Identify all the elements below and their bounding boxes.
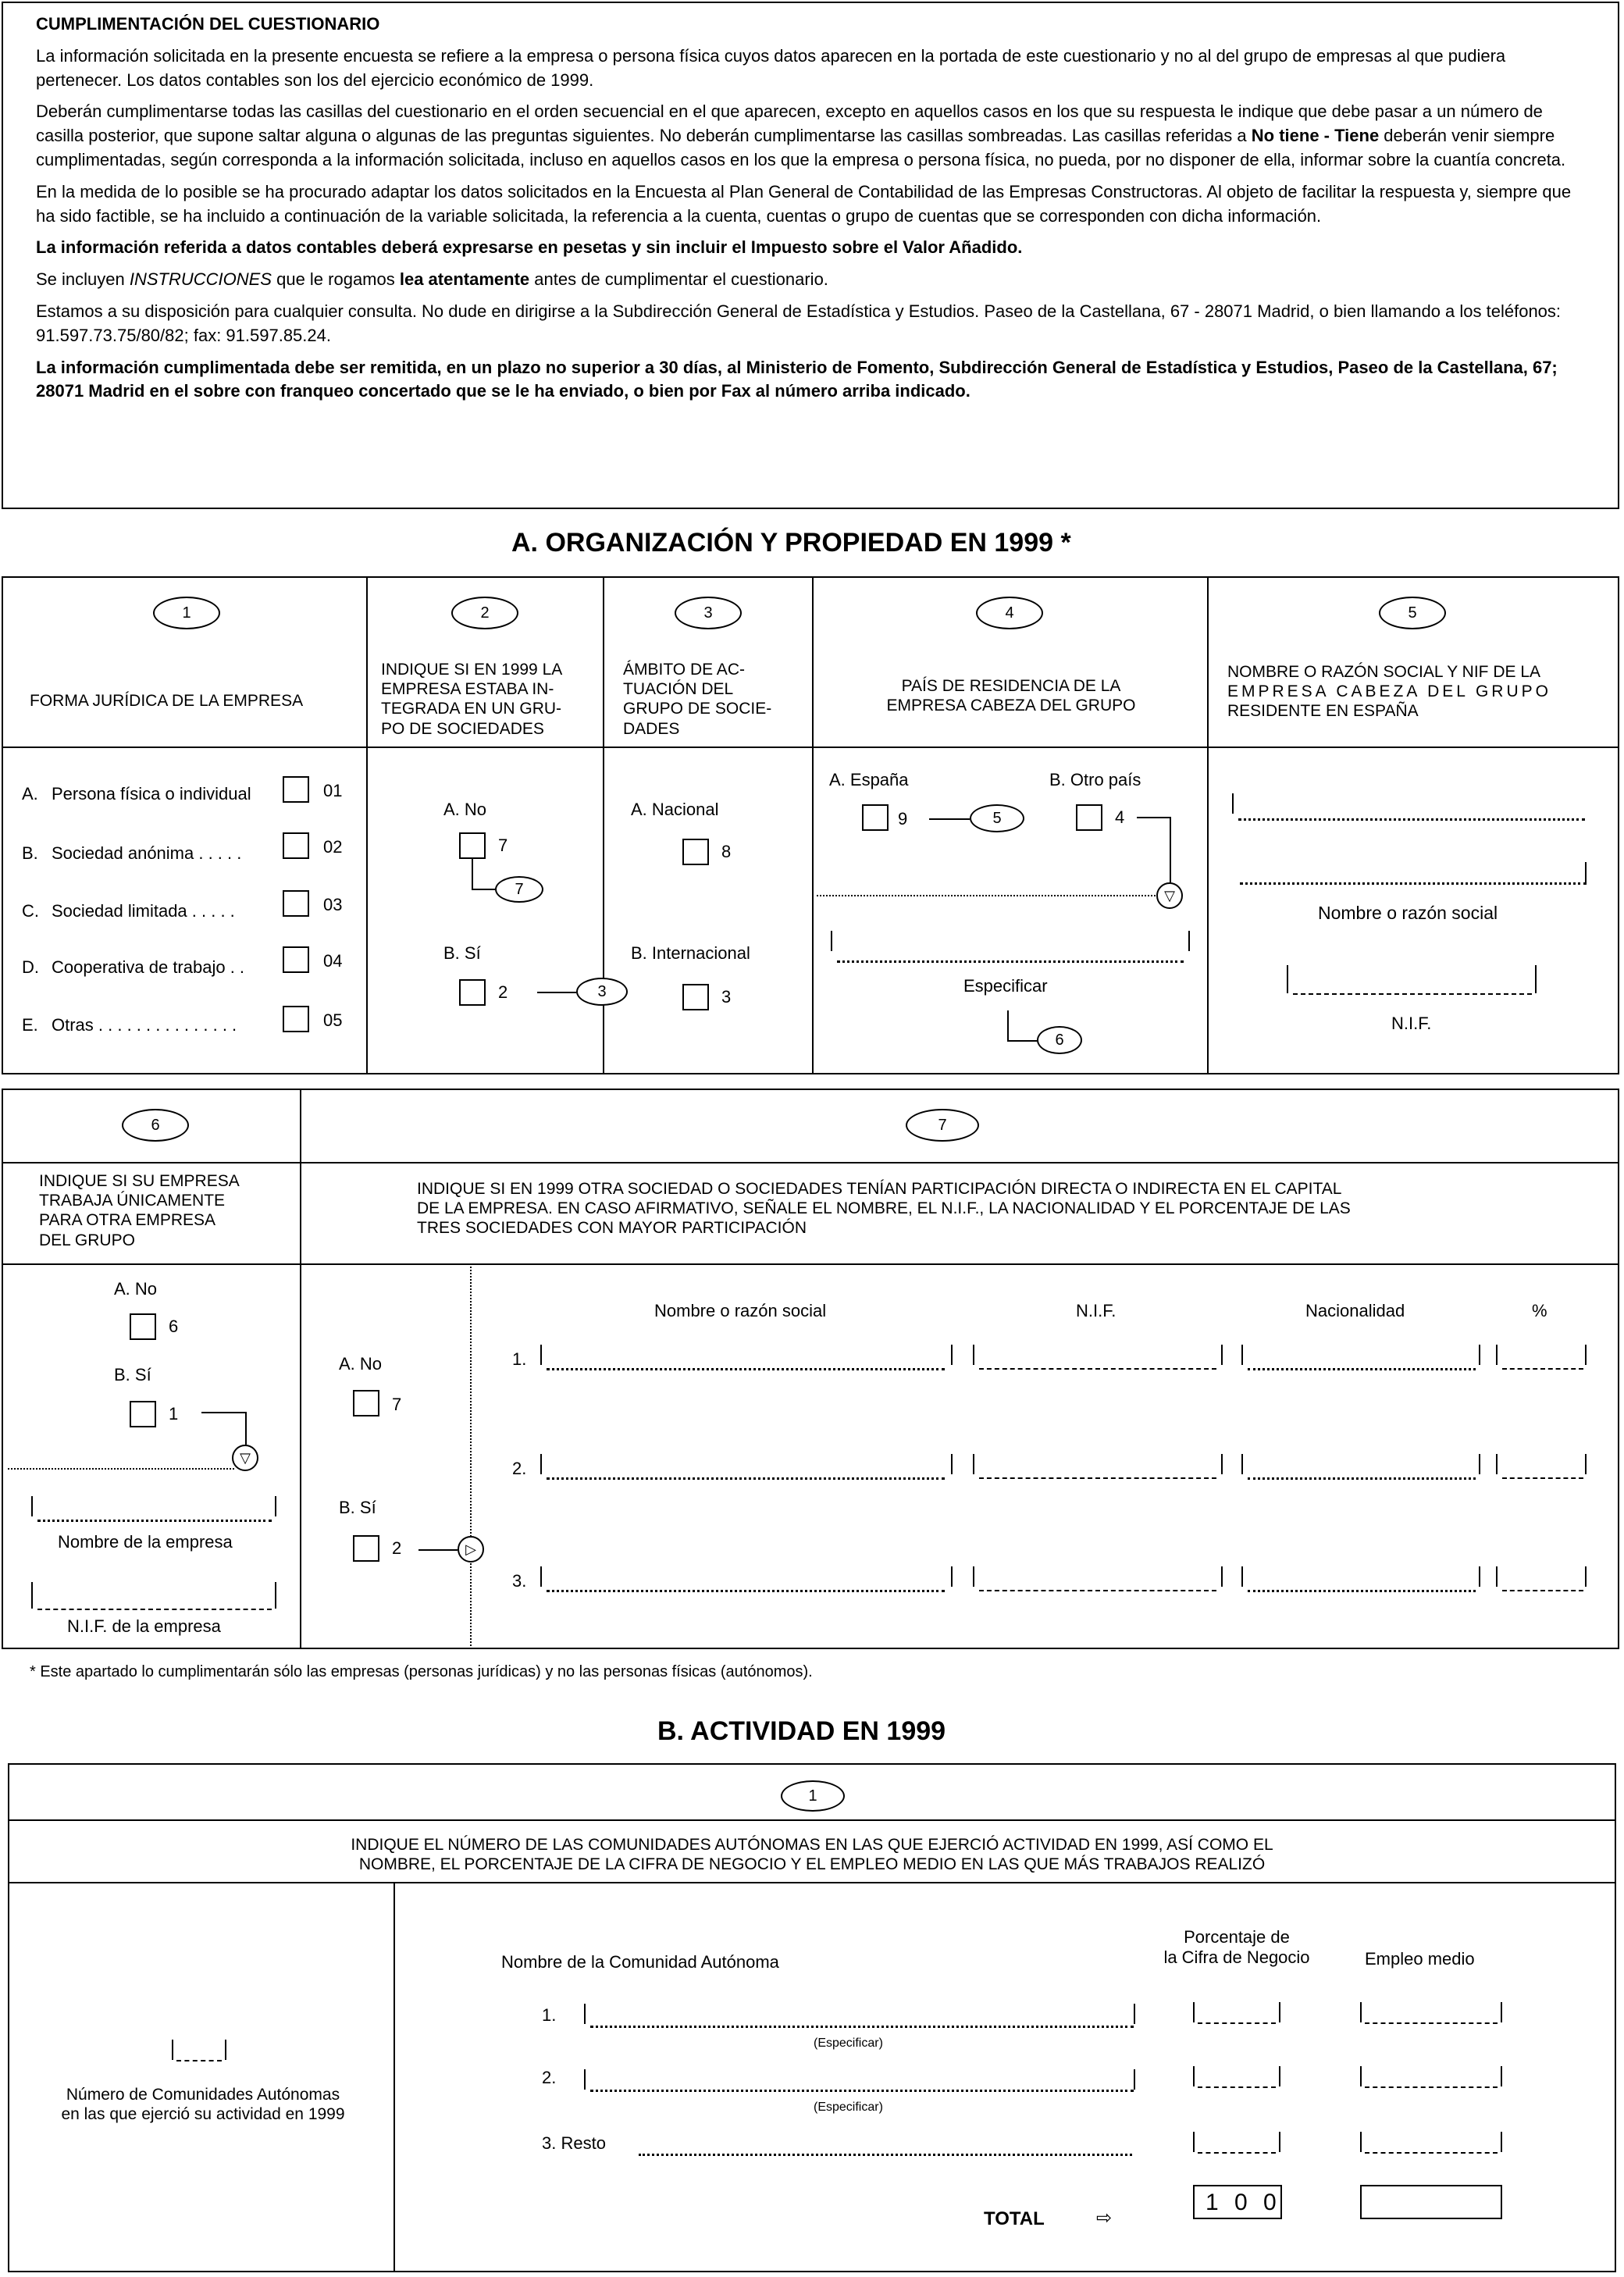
col3-option-a-label: A. Nacional bbox=[631, 800, 719, 819]
col1-header: FORMA JURÍDICA DE LA EMPRESA bbox=[30, 692, 304, 710]
row2-nif-tick-l bbox=[973, 1454, 974, 1474]
col-porcentaje-line-2: la Cifra de Negocio bbox=[1163, 1947, 1310, 1968]
row1-nationality-field[interactable] bbox=[1248, 1368, 1476, 1370]
row1-nif-field[interactable] bbox=[979, 1368, 1216, 1370]
col2-header-line-2: EMPRESA ESTABA IN- bbox=[381, 680, 554, 699]
section-b-left-label bbox=[31, 2085, 375, 2124]
region-row2-emp-tick-l bbox=[1360, 2066, 1362, 2086]
col6-nif-right-tick bbox=[275, 1582, 276, 1609]
col6-header-line-2: TRABAJA ÚNICAMENTE bbox=[39, 1192, 226, 1210]
row1-name-field[interactable] bbox=[547, 1368, 945, 1370]
col6-nif-field bbox=[37, 1609, 272, 1610]
row2-name-tick-r bbox=[951, 1454, 953, 1474]
region-row1-pct-tick-r bbox=[1279, 2002, 1280, 2022]
region-row-1-number: 1. bbox=[542, 2005, 557, 2025]
col5-header-line-1: NOMBRE O RAZÓN SOCIAL Y NIF DE LA bbox=[1227, 663, 1541, 681]
question-number-6: 6 bbox=[122, 1109, 189, 1142]
row1-nif-tick-r bbox=[1221, 1345, 1223, 1365]
col2-option-a-label: A. No bbox=[443, 800, 487, 819]
col1-option-e-label: Otras . . . . . . . . . . . . . . . bbox=[52, 1015, 237, 1035]
checkbox-participacion-no[interactable] bbox=[353, 1390, 379, 1416]
question-number-5: 5 bbox=[1379, 597, 1446, 629]
col4-arrow-b-h bbox=[1137, 817, 1170, 818]
intro-p5-a: Se incluyen bbox=[36, 269, 130, 290]
col3-option-a-code: 8 bbox=[721, 842, 732, 861]
col4-arrow-a-h bbox=[929, 818, 970, 820]
row2-name-tick-l bbox=[540, 1454, 542, 1474]
col7-col-name: Nombre o razón social bbox=[654, 1301, 827, 1320]
col6-header bbox=[39, 1171, 273, 1250]
checkbox-nacional[interactable] bbox=[682, 839, 709, 865]
intro-p2-a: Deberán cumplimentarse todas las casillas del cuestionario en el orden secuencial en el que aparecen, excepto en aquellos casos en los que su respuesta le indique que debe pasar a un número de casilla posterior, que supone saltar alguna o algunas de las preguntas siguientes. No deberán cumplimentarse las casillas sombreadas. Las casillas referidas a bbox=[36, 102, 1543, 146]
checkbox-participacion-si[interactable] bbox=[353, 1535, 379, 1562]
col4-field-right-tick bbox=[1188, 931, 1190, 951]
intro-text bbox=[36, 12, 1580, 404]
row3-pct-tick-r bbox=[1585, 1566, 1587, 1587]
region-row3-emp-tick-l bbox=[1360, 2132, 1362, 2152]
col1-option-a-label: Persona física o individual bbox=[52, 784, 251, 804]
region-row-2-number: 2. bbox=[542, 2068, 557, 2087]
col6-option-a-label: A. No bbox=[114, 1279, 158, 1299]
col6-name-label: Nombre de la empresa bbox=[58, 1532, 233, 1552]
table1-col-divider-4 bbox=[1207, 576, 1209, 1074]
col1-option-c-code: 03 bbox=[323, 895, 343, 914]
row3-nat-tick-r bbox=[1479, 1566, 1480, 1587]
col6-option-b-code: 1 bbox=[169, 1404, 179, 1424]
col1-option-b-code: 02 bbox=[323, 837, 343, 857]
section-a-table-1 bbox=[2, 576, 1619, 1074]
table1-header-divider bbox=[2, 747, 1619, 748]
col5-header-line-2: EMPRESA CABEZA DEL GRUPO bbox=[1227, 682, 1551, 701]
region-row2-tick-r bbox=[1134, 2069, 1135, 2090]
col7-header-line-1: INDIQUE SI EN 1999 OTRA SOCIEDAD O SOCIEDADES TENÍAN PARTICIPACIÓN DIRECTA O INDIRECTA EN EL CAPITAL bbox=[417, 1180, 1342, 1198]
col1-option-e-code: 05 bbox=[323, 1010, 343, 1030]
region-row3-pct-tick-l bbox=[1193, 2132, 1195, 2152]
intro-p5-c: antes de cumplimentar el cuestionario. bbox=[529, 269, 828, 290]
col2-header-line-1: INDIQUE SI EN 1999 LA bbox=[381, 661, 563, 679]
col-porcentaje bbox=[1143, 1927, 1330, 1969]
region-row-1-pct-field[interactable] bbox=[1198, 2022, 1276, 2024]
goto-6-oval: 6 bbox=[1037, 1026, 1082, 1054]
row3-pct-field[interactable] bbox=[1502, 1590, 1583, 1591]
col3-header-line-1: ÁMBITO DE AC- bbox=[623, 661, 745, 679]
region-row2-pct-tick-r bbox=[1279, 2066, 1280, 2086]
goto-7-oval: 7 bbox=[495, 876, 543, 903]
row2-pct-field[interactable] bbox=[1502, 1477, 1583, 1479]
checkbox-sociedad-limitada[interactable] bbox=[283, 890, 309, 917]
arrow-right-icon: ⇨ bbox=[1096, 2208, 1113, 2229]
question-number-2: 2 bbox=[451, 597, 518, 629]
row-number: 2. bbox=[512, 1459, 527, 1478]
col1-option-c-letter: C. bbox=[22, 901, 39, 921]
section-b-title: B. ACTIVIDAD EN 1999 bbox=[657, 1716, 946, 1746]
section-b-left-label-line-1: Número de Comunidades Autónomas bbox=[66, 2086, 340, 2104]
col3-option-b-label: B. Internacional bbox=[631, 943, 750, 963]
col5-nif-left-tick bbox=[1287, 965, 1288, 993]
col4-option-b-label: B. Otro país bbox=[1049, 770, 1141, 789]
question-number-4: 4 bbox=[976, 597, 1043, 629]
total-emp-dash bbox=[1368, 2218, 1494, 2219]
col4-header-line-1: PAÍS DE RESIDENCIA DE LA bbox=[901, 677, 1121, 695]
intro-p2 bbox=[36, 100, 1580, 172]
col7-option-a-code: 7 bbox=[392, 1395, 402, 1414]
checkbox-unica-no[interactable] bbox=[130, 1313, 156, 1340]
row2-nat-tick-r bbox=[1479, 1454, 1480, 1474]
row2-nat-tick-l bbox=[1241, 1454, 1243, 1474]
row-number: 1. bbox=[512, 1349, 527, 1369]
col4-arrow-b-v bbox=[1170, 817, 1171, 882]
row2-name-field[interactable] bbox=[547, 1477, 945, 1480]
col5-header bbox=[1227, 662, 1588, 722]
section-b-header-line-2: NOMBRE, EL PORCENTAJE DE LA CIFRA DE NEGOCIO Y EL EMPLEO MEDIO EN LAS QUE MÁS TRABAJOS REALIZÓ bbox=[358, 1855, 1266, 1874]
col3-header-line-4: DADES bbox=[623, 719, 680, 738]
region-row1-pct-tick-l bbox=[1193, 2002, 1195, 2022]
col3-header bbox=[623, 660, 771, 739]
section-b-header-divider bbox=[8, 1882, 1616, 1883]
intro-p2-b: deberán venir siempre cumplimentadas, según corresponda a la información solicitada, incluso en aquellos casos en los que la empresa o persona física, no pueda, por no disponer de ella, informar sobre la cuantía concreta. bbox=[36, 126, 1566, 169]
question-number-3: 3 bbox=[675, 597, 742, 629]
row1-name-tick-l bbox=[540, 1345, 542, 1365]
region-row-3-leader bbox=[639, 2154, 1132, 2156]
col5-nif-right-tick bbox=[1535, 965, 1537, 993]
arrow-right-icon: ▷ bbox=[458, 1536, 484, 1563]
col1-option-d-letter: D. bbox=[22, 957, 39, 977]
region-row-1-name-field[interactable] bbox=[590, 2026, 1134, 2028]
num-ca-tick-r bbox=[225, 2040, 226, 2060]
table2-header-divider bbox=[2, 1263, 1619, 1265]
row2-nif-field[interactable] bbox=[979, 1477, 1216, 1479]
row3-name-tick-l bbox=[540, 1566, 542, 1587]
table2-inner-dotted-divider bbox=[470, 1263, 472, 1649]
col1-option-b-label: Sociedad anónima . . . . . bbox=[52, 843, 242, 863]
row1-nat-tick-r bbox=[1479, 1345, 1480, 1365]
col-comunidad-name: Nombre de la Comunidad Autónoma bbox=[501, 1952, 779, 1972]
region-row-2-emp-field[interactable] bbox=[1365, 2086, 1498, 2088]
col7-arrow-h bbox=[418, 1549, 458, 1551]
intro-p1: La información solicitada en la presente encuesta se refiere a la empresa o persona física cuyos datos aparecen en la portada de este cuestionario y no al del grupo de empresas al que pudiera pertenecer. Los datos contables son los del ejercicio económico de 1999. bbox=[36, 45, 1506, 90]
intro-p6: Estamos a su disposición para cualquier consulta. No dude en dirigirse a la Subdirección General de Estadística y Estudios. Paseo de la Castellana, 67 - 28071 Madrid, o bien llamando a los teléfonos: 91.597.73.75/80/82; fax: 91.597.85.24. bbox=[36, 301, 1562, 345]
col6-name-left-tick bbox=[31, 1496, 33, 1516]
col6-nif-left-tick bbox=[31, 1582, 33, 1609]
col4-option-b-code: 4 bbox=[1115, 807, 1125, 827]
col1-option-a-letter: A. bbox=[22, 784, 38, 804]
intro-p4: La información referida a datos contables deberá expresarse en pesetas y sin incluir el Impuesto sobre el Valor Añadido. bbox=[36, 237, 1023, 258]
col5-name-field-1 bbox=[1238, 818, 1585, 821]
table2-num-divider bbox=[2, 1162, 1619, 1163]
col2-arrow-b-h bbox=[537, 992, 576, 993]
region-row-3-label: 3. Resto bbox=[542, 2133, 606, 2153]
region-row-3-pct-field[interactable] bbox=[1198, 2152, 1276, 2154]
col6-header-line-4: DEL GRUPO bbox=[39, 1231, 135, 1249]
row3-pct-tick-l bbox=[1496, 1566, 1498, 1587]
region-row1-emp-tick-l bbox=[1360, 2002, 1362, 2022]
checkbox-unica-si[interactable] bbox=[130, 1401, 156, 1427]
col6-option-a-code: 6 bbox=[169, 1317, 179, 1336]
section-b-num-divider bbox=[8, 1819, 1616, 1821]
col5-name-label: Nombre o razón social bbox=[1318, 903, 1498, 923]
col2-option-b-code: 2 bbox=[498, 982, 508, 1002]
col-empleo-medio: Empleo medio bbox=[1365, 1949, 1475, 1969]
col1-option-d-code: 04 bbox=[323, 951, 343, 971]
question-number-7: 7 bbox=[906, 1109, 979, 1142]
col6-arrow-v bbox=[245, 1412, 247, 1445]
region-row3-emp-tick-r bbox=[1501, 2132, 1502, 2152]
intro-heading: CUMPLIMENTACIÓN DEL CUESTIONARIO bbox=[36, 14, 380, 34]
col7-col-pct: % bbox=[1532, 1301, 1547, 1320]
col7-col-nif: N.I.F. bbox=[1076, 1301, 1116, 1320]
row3-nif-tick-l bbox=[973, 1566, 974, 1587]
col2-option-b-label: B. Sí bbox=[443, 943, 481, 963]
col6-name-field bbox=[37, 1520, 272, 1522]
question-number-1: 1 bbox=[153, 597, 220, 629]
region-row-2-name-field[interactable] bbox=[590, 2090, 1134, 2092]
goto-5-oval: 5 bbox=[970, 804, 1024, 832]
total-label: TOTAL bbox=[984, 2208, 1045, 2229]
row2-nationality-field[interactable] bbox=[1248, 1477, 1476, 1480]
checkbox-cooperativa[interactable] bbox=[283, 946, 309, 973]
col5-nif-label: N.I.F. bbox=[1391, 1014, 1432, 1033]
col5-name-line2-tick bbox=[1585, 862, 1587, 882]
num-ca-tick-l bbox=[172, 2040, 173, 2060]
table2-col-divider bbox=[300, 1089, 301, 1649]
col-porcentaje-line-1: Porcentaje de bbox=[1184, 1927, 1290, 1947]
col2-header bbox=[381, 660, 562, 739]
intro-p7: La información cumplimentada debe ser remitida, en un plazo no superior a 30 días, al Ministerio de Fomento, Subdirección General de Estadística y Estudios, Paseo de la Castellana, 67; 28071 Madrid en el sobre con franqueo concertado que se le ha enviado, o bien por Fax al número arriba indicado. bbox=[36, 357, 1558, 401]
row3-name-field[interactable] bbox=[547, 1590, 945, 1592]
total-emp-box[interactable] bbox=[1360, 2185, 1502, 2219]
row2-pct-tick-l bbox=[1496, 1454, 1498, 1474]
row3-nationality-field[interactable] bbox=[1248, 1590, 1476, 1592]
region-row2-tick-l bbox=[584, 2069, 586, 2090]
col4-arrow-c-h bbox=[1007, 1040, 1037, 1042]
total-pct-value: 1 0 0 bbox=[1206, 2190, 1281, 2215]
region-row-2-pct-field[interactable] bbox=[1198, 2086, 1276, 2088]
section-b-left-label-line-2: en las que ejerció su actividad en 1999 bbox=[61, 2105, 345, 2124]
num-comunidades-field[interactable] bbox=[176, 2060, 222, 2061]
col6-option-b-label: B. Sí bbox=[114, 1365, 151, 1384]
region-row-3-emp-field[interactable] bbox=[1365, 2152, 1498, 2154]
intro-p5-bold: lea atentamente bbox=[399, 269, 530, 290]
col1-option-b-letter: B. bbox=[22, 843, 38, 863]
row3-nif-field[interactable] bbox=[979, 1590, 1216, 1591]
section-a-title: A. ORGANIZACIÓN Y PROPIEDAD EN 1999 * bbox=[511, 528, 1071, 558]
col3-option-b-code: 3 bbox=[721, 987, 732, 1007]
region-row1-tick-r bbox=[1134, 2004, 1135, 2024]
arrow-down-icon: ▽ bbox=[1156, 882, 1183, 909]
region-row3-pct-tick-r bbox=[1279, 2132, 1280, 2152]
row1-nif-tick-l bbox=[973, 1345, 974, 1365]
col1-option-e-letter: E. bbox=[22, 1015, 38, 1035]
col2-arrow-a-h bbox=[472, 889, 495, 890]
region-row1-tick-l bbox=[584, 2004, 586, 2024]
col4-dotted-divider bbox=[817, 895, 1156, 896]
checkbox-internacional[interactable] bbox=[682, 984, 709, 1010]
col4-arrow-c-v bbox=[1007, 1010, 1009, 1040]
goto-3-oval: 3 bbox=[576, 978, 628, 1006]
col4-header-line-2: EMPRESA CABEZA DEL GRUPO bbox=[886, 697, 1136, 715]
region-row-1-emp-field[interactable] bbox=[1365, 2022, 1498, 2024]
section-b-col-divider bbox=[394, 1882, 395, 2272]
col1-option-a-code: 01 bbox=[323, 781, 343, 800]
row1-pct-field[interactable] bbox=[1502, 1368, 1583, 1370]
intro-p5-it: INSTRUCCIONES bbox=[129, 269, 272, 290]
row3-nat-tick-l bbox=[1241, 1566, 1243, 1587]
checkbox-persona-fisica[interactable] bbox=[283, 776, 309, 803]
checkbox-otras[interactable] bbox=[283, 1006, 309, 1032]
row1-pct-tick-l bbox=[1496, 1345, 1498, 1365]
col7-option-b-label: B. Sí bbox=[339, 1498, 376, 1517]
table1-col-divider-1 bbox=[366, 576, 368, 1074]
row1-pct-tick-r bbox=[1585, 1345, 1587, 1365]
col6-nif-label: N.I.F. de la empresa bbox=[67, 1616, 221, 1636]
region-row1-emp-tick-r bbox=[1501, 2002, 1502, 2022]
section-b-header-line-1: INDIQUE EL NÚMERO DE LAS COMUNIDADES AUTÓNOMAS EN LAS QUE EJERCIÓ ACTIVIDAD EN 1999, ASÍ COMO EL bbox=[351, 1836, 1273, 1854]
intro-p3: En la medida de lo posible se ha procurado adaptar los datos solicitados en la Encuesta al Plan General de Contabilidad de las Empresas Constructoras. Al objeto de facilitar la respuesta y, siempre que ha sido factible, se ha incluido a continuación de la variable solicitada, la referencia a la cuenta, cuentas o grupo de cuentas que se corresponden con dicha información. bbox=[36, 181, 1572, 226]
col2-header-line-4: PO DE SOCIEDADES bbox=[381, 719, 544, 738]
col2-option-a-code: 7 bbox=[498, 836, 508, 855]
col4-option-a-code: 9 bbox=[898, 809, 908, 828]
row2-pct-tick-r bbox=[1585, 1454, 1587, 1474]
col4-header bbox=[867, 676, 1156, 715]
col4-specify-field bbox=[837, 960, 1184, 963]
region-row2-emp-tick-r bbox=[1501, 2066, 1502, 2086]
checkbox-espana[interactable] bbox=[862, 804, 889, 831]
row1-name-tick-r bbox=[951, 1345, 953, 1365]
col7-header-line-2: DE LA EMPRESA. EN CASO AFIRMATIVO, SEÑALE EL NOMBRE, EL N.I.F., LA NACIONALIDAD Y EL PORCENTAJE DE LAS bbox=[417, 1199, 1351, 1218]
checkbox-sociedad-anonima[interactable] bbox=[283, 832, 309, 859]
row2-nif-tick-r bbox=[1221, 1454, 1223, 1474]
col6-dotted-divider bbox=[8, 1468, 234, 1470]
col7-option-a-label: A. No bbox=[339, 1354, 383, 1374]
arrow-down-icon: ▽ bbox=[232, 1445, 258, 1471]
col2-arrow-a-v bbox=[472, 859, 473, 889]
intro-p2-bold: No tiene - Tiene bbox=[1251, 126, 1380, 146]
table1-col-divider-3 bbox=[812, 576, 814, 1074]
row3-name-tick-r bbox=[951, 1566, 953, 1587]
col7-header bbox=[417, 1179, 1588, 1238]
col5-name-field-2 bbox=[1240, 882, 1587, 885]
col1-option-c-label: Sociedad limitada . . . . . bbox=[52, 901, 235, 921]
col5-nif-field bbox=[1293, 993, 1532, 995]
col2-header-line-3: TEGRADA EN UN GRU- bbox=[381, 700, 562, 718]
section-a-footnote: * Este apartado lo cumplimentarán sólo las empresas (personas jurídicas) y no las personas físicas (autónomos). bbox=[30, 1663, 813, 1680]
section-b-header bbox=[289, 1835, 1335, 1874]
intro-p5-b: que le rogamos bbox=[271, 269, 400, 290]
col3-header-line-3: GRUPO DE SOCIE- bbox=[623, 700, 772, 718]
col4-specify-label: Especificar bbox=[963, 976, 1048, 996]
col3-header-line-2: TUACIÓN DEL bbox=[623, 680, 734, 699]
region-row-2-specify: (Especificar) bbox=[814, 2101, 883, 2114]
checkbox-grupo-si[interactable] bbox=[459, 979, 486, 1006]
col7-col-nationality: Nacionalidad bbox=[1305, 1301, 1405, 1320]
region-row2-pct-tick-l bbox=[1193, 2066, 1195, 2086]
col5-header-line-3: RESIDENTE EN ESPAÑA bbox=[1227, 702, 1419, 721]
col6-name-right-tick bbox=[275, 1496, 276, 1516]
checkbox-grupo-no[interactable] bbox=[459, 832, 486, 859]
col6-header-line-3: PARA OTRA EMPRESA bbox=[39, 1211, 216, 1230]
col7-option-b-code: 2 bbox=[392, 1538, 402, 1558]
col1-option-d-label: Cooperativa de trabajo . . bbox=[52, 957, 245, 977]
intro-p5 bbox=[36, 268, 1580, 292]
question-number-b1: 1 bbox=[781, 1780, 845, 1812]
col6-arrow-h bbox=[201, 1412, 245, 1413]
row3-nif-tick-r bbox=[1221, 1566, 1223, 1587]
col6-header-line-1: INDIQUE SI SU EMPRESA bbox=[39, 1172, 240, 1190]
col4-field-left-tick bbox=[831, 931, 832, 951]
row1-nat-tick-l bbox=[1241, 1345, 1243, 1365]
row-number: 3. bbox=[512, 1571, 527, 1591]
col7-header-line-3: TRES SOCIEDADES CON MAYOR PARTICIPACIÓN bbox=[417, 1219, 807, 1238]
region-row-1-specify: (Especificar) bbox=[814, 2036, 883, 2050]
col4-option-a-label: A. España bbox=[829, 770, 909, 789]
checkbox-otro-pais[interactable] bbox=[1076, 804, 1102, 831]
col5-name-line1-tick bbox=[1232, 793, 1234, 814]
